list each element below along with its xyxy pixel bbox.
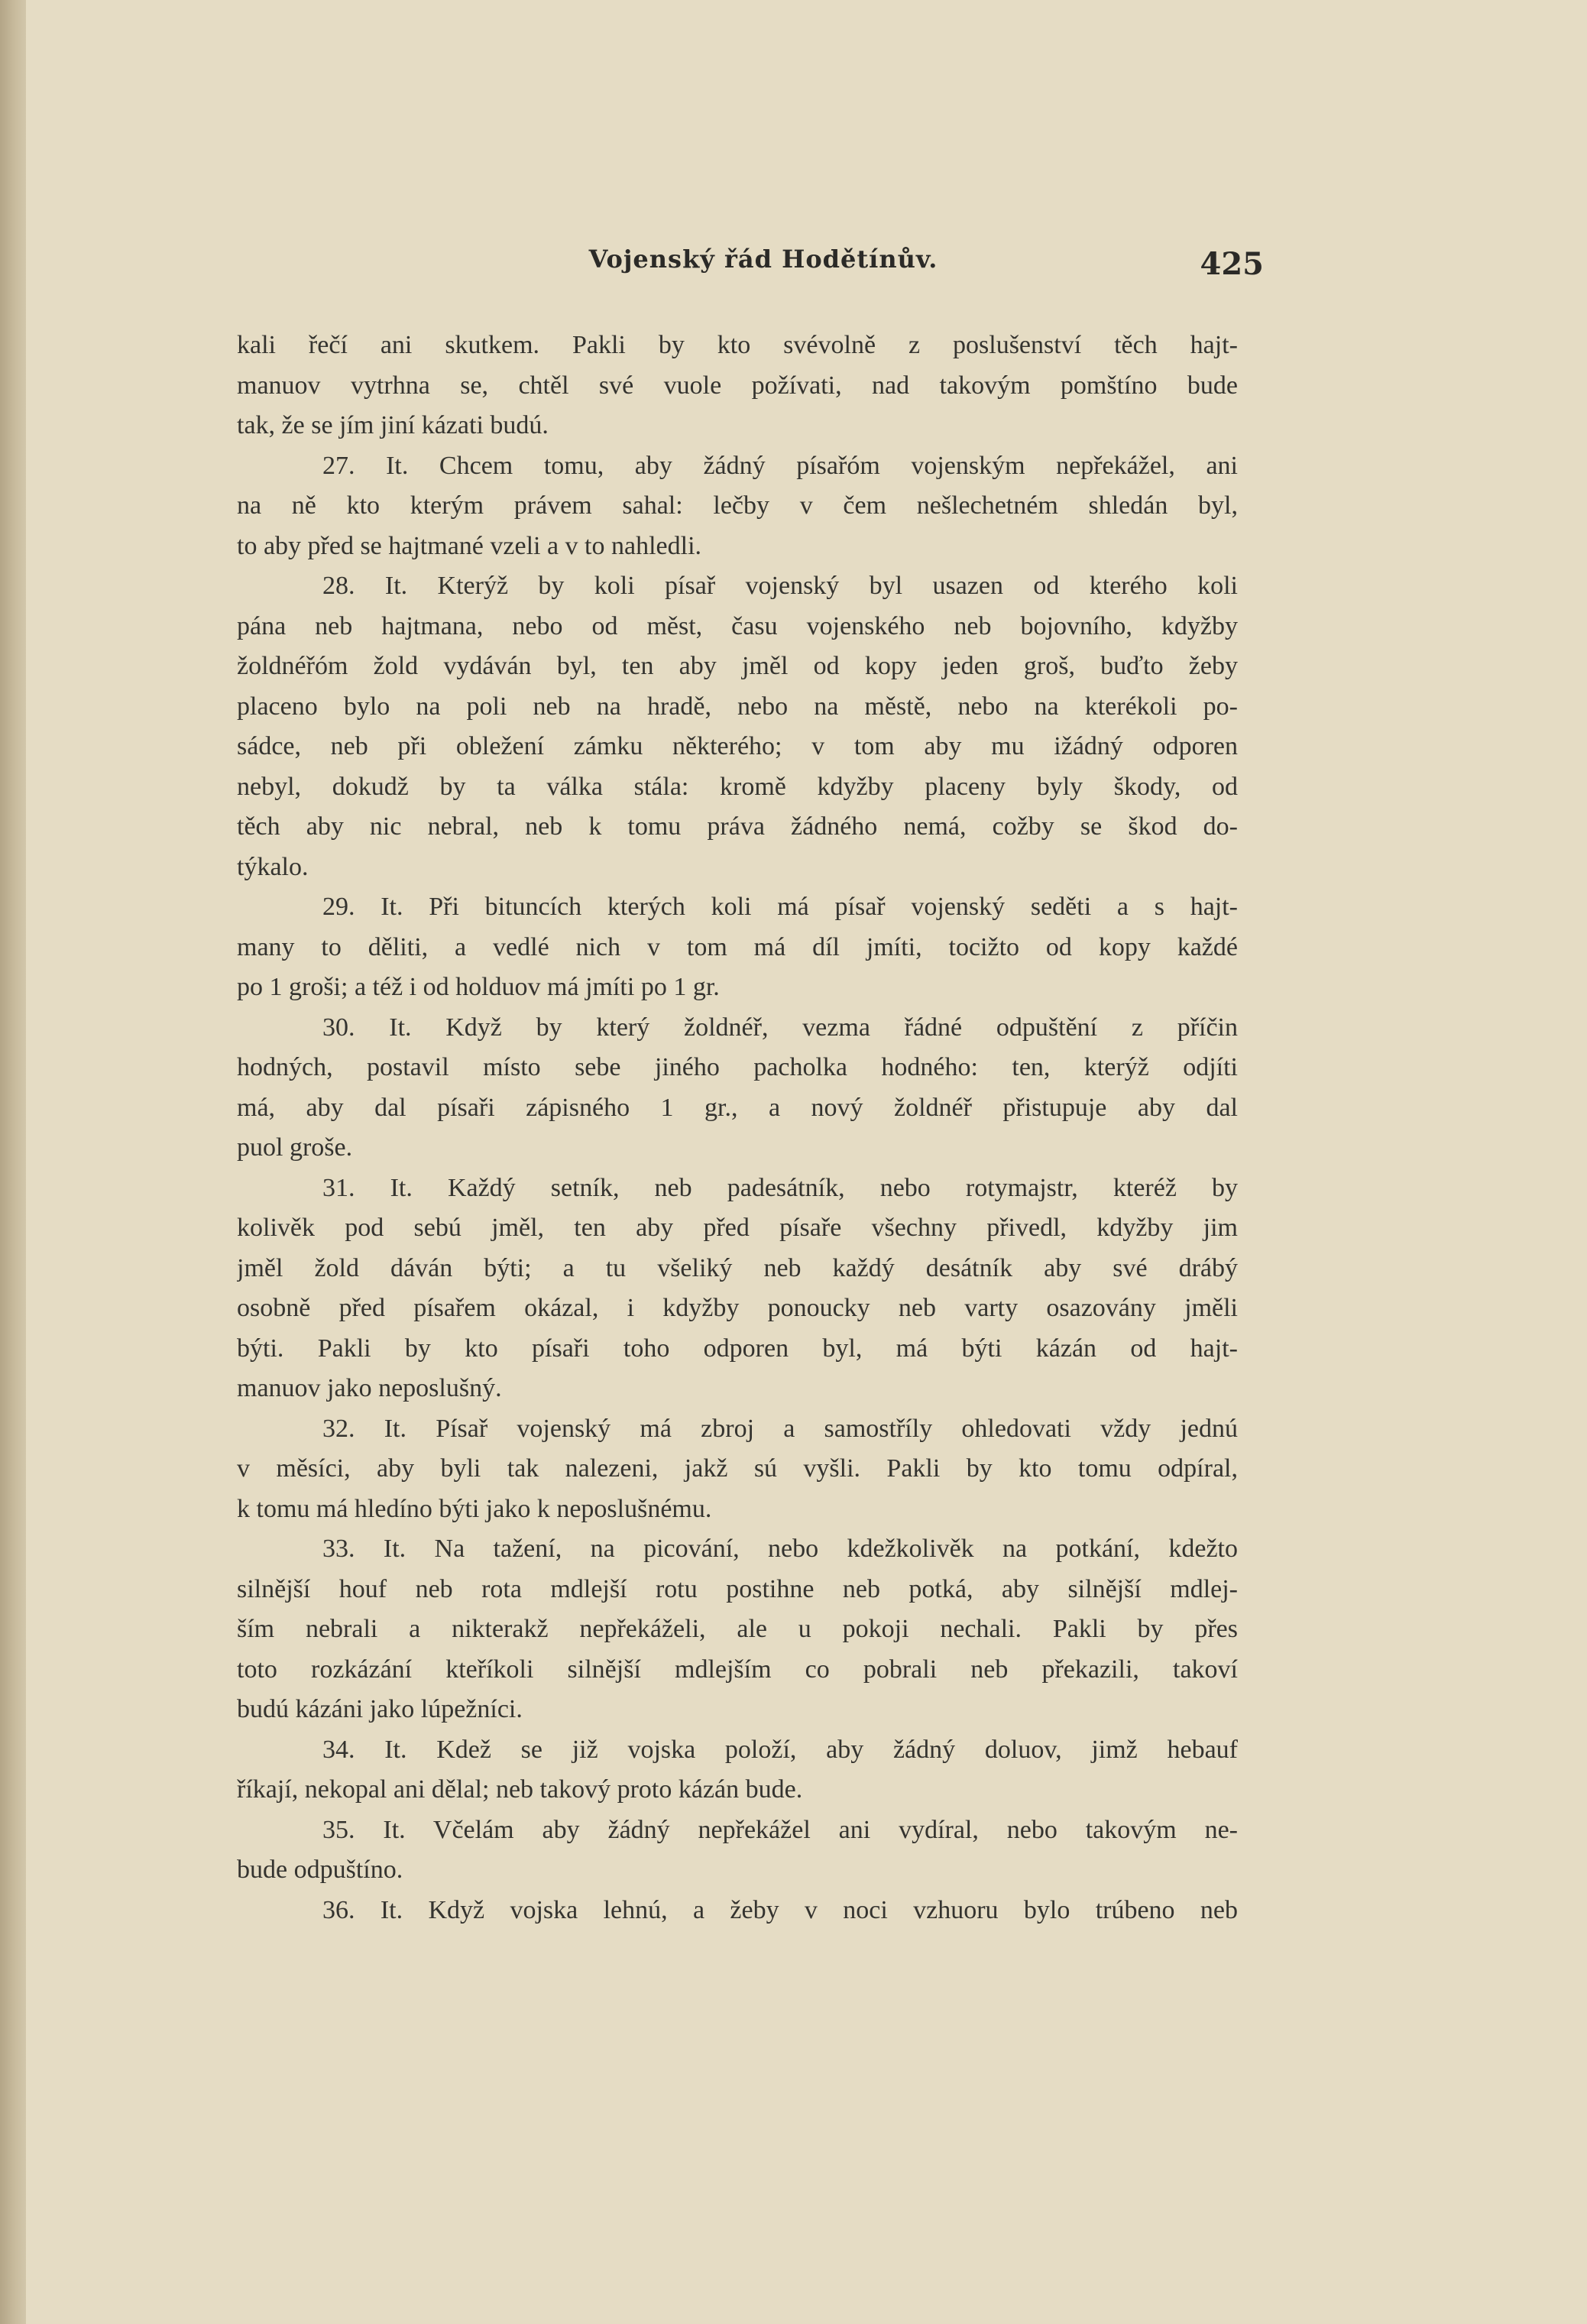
text-line: býti. Pakli by kto písaři toho odporen byl, má býti kázán od hajt- [237, 1334, 1238, 1363]
text-line: 31. It. Každý setník, neb padesátník, nebo rotymajstr, kteréž by [322, 1173, 1238, 1202]
text-line: puol groše. [237, 1133, 353, 1162]
running-title: Vojenský řád Hodětínův. [588, 245, 938, 274]
text-line: 32. It. Písař vojenský má zbroj a samostříly ohledovati vždy jednú [322, 1414, 1238, 1443]
text-line: budú kázáni jako lúpežníci. [237, 1695, 523, 1723]
text-line: silnější houf neb rota mdlejší rotu postihne neb potká, aby silnější mdlej- [237, 1574, 1238, 1603]
text-line: placeno bylo na poli neb na hradě, nebo na městě, nebo na kterékoli po- [237, 692, 1238, 721]
text-line: manuov jako neposlušný. [237, 1374, 502, 1402]
text-line: manuov vytrhna se, chtěl své vuole požívati, nad takovým pomštíno bude [237, 371, 1238, 400]
text-line: toto rozkázání kteříkoli silnější mdlejším co pobrali neb překazili, takoví [237, 1655, 1238, 1684]
book-binding-shadow [0, 0, 26, 2324]
text-line: jměl žold dáván býti; a tu všeliký neb každý desátník aby své drábý [237, 1253, 1238, 1282]
text-line: má, aby dal písaři zápisného 1 gr., a nový žoldnéř přistupuje aby dal [237, 1093, 1238, 1122]
text-line: říkají, nekopal ani dělal; neb takový proto kázán bude. [237, 1775, 803, 1804]
text-line: to aby před se hajtmané vzeli a v to nahledli. [237, 531, 702, 560]
text-line: 27. It. Chcem tomu, aby žádný písařóm vojenským nepřekážel, ani [322, 451, 1238, 480]
text-line: pána neb hajtmana, nebo od měst, času vojenského neb bojovního, kdyžby [237, 611, 1238, 640]
text-line: 35. It. Včelám aby žádný nepřekážel ani vydíral, nebo takovým ne- [322, 1815, 1238, 1844]
running-head [263, 238, 1264, 284]
text-line: 30. It. Když by který žoldnéř, vezma řádné odpuštění z příčin [322, 1013, 1238, 1042]
text-line: kali řečí ani skutkem. Pakli by kto svévolně z poslušenství těch hajt- [237, 331, 1238, 359]
text-line: po 1 groši; a též i od holduov má jmíti po 1 gr. [237, 973, 720, 1001]
text-line: týkalo. [237, 852, 309, 881]
text-line: 29. It. Při bituncích kterých koli má písař vojenský seděti a s hajt- [322, 893, 1238, 921]
page-number: 425 [1200, 246, 1264, 282]
text-line: nebyl, dokudž by ta válka stála: kromě kdyžby placeny byly škody, od [237, 772, 1238, 801]
text-line: v měsíci, aby byli tak nalezeni, jakž sú vyšli. Pakli by kto tomu odpíral, [237, 1454, 1238, 1483]
text-line: těch aby nic nebral, neb k tomu práva žádného nemá, cožby se škod do- [237, 812, 1238, 841]
text-line: k tomu má hledíno býti jako k neposlušnému. [237, 1494, 712, 1523]
body-text [237, 326, 1238, 1930]
text-line: sádce, neb při obležení zámku některého; v tom aby mu ižádný odporen [237, 732, 1238, 760]
text-line: many to děliti, a vedlé nich v tom má díl jmíti, tocižto od kopy každé [237, 932, 1238, 961]
text-line: 33. It. Na tažení, na picování, nebo kdežkolivěk na potkání, kdežto [322, 1535, 1238, 1563]
text-line: 34. It. Kdež se již vojska položí, aby žádný doluov, jimž hebauf [322, 1735, 1238, 1764]
text-line: kolivěk pod sebú jměl, ten aby před písaře všechny přivedl, kdyžby jim [237, 1214, 1238, 1242]
text-line: žoldnéřóm žold vydáván byl, ten aby jměl od kopy jeden groš, buďto žeby [237, 652, 1238, 680]
text-line: 28. It. Kterýž by koli písař vojenský byl usazen od kterého koli [322, 572, 1238, 600]
text-line: hodných, postavil místo sebe jiného pacholka hodného: ten, kterýž odjíti [237, 1053, 1238, 1081]
text-line: 36. It. Když vojska lehnú, a žeby v noci vzhuoru bylo trúbeno neb [322, 1895, 1238, 1924]
text-line: tak, že se jím jiní kázati budú. [237, 411, 549, 439]
text-line: osobně před písařem okázal, i kdyžby ponoucky neb varty osazovány jměli [237, 1294, 1238, 1322]
text-line: bude odpuštíno. [237, 1856, 403, 1884]
text-line: ším nebrali a nikterakž nepřekáželi, ale u pokoji nechali. Pakli by přes [237, 1615, 1238, 1643]
text-line: na ně kto kterým právem sahal: lečby v čem nešlechetném shledán byl, [237, 491, 1238, 520]
